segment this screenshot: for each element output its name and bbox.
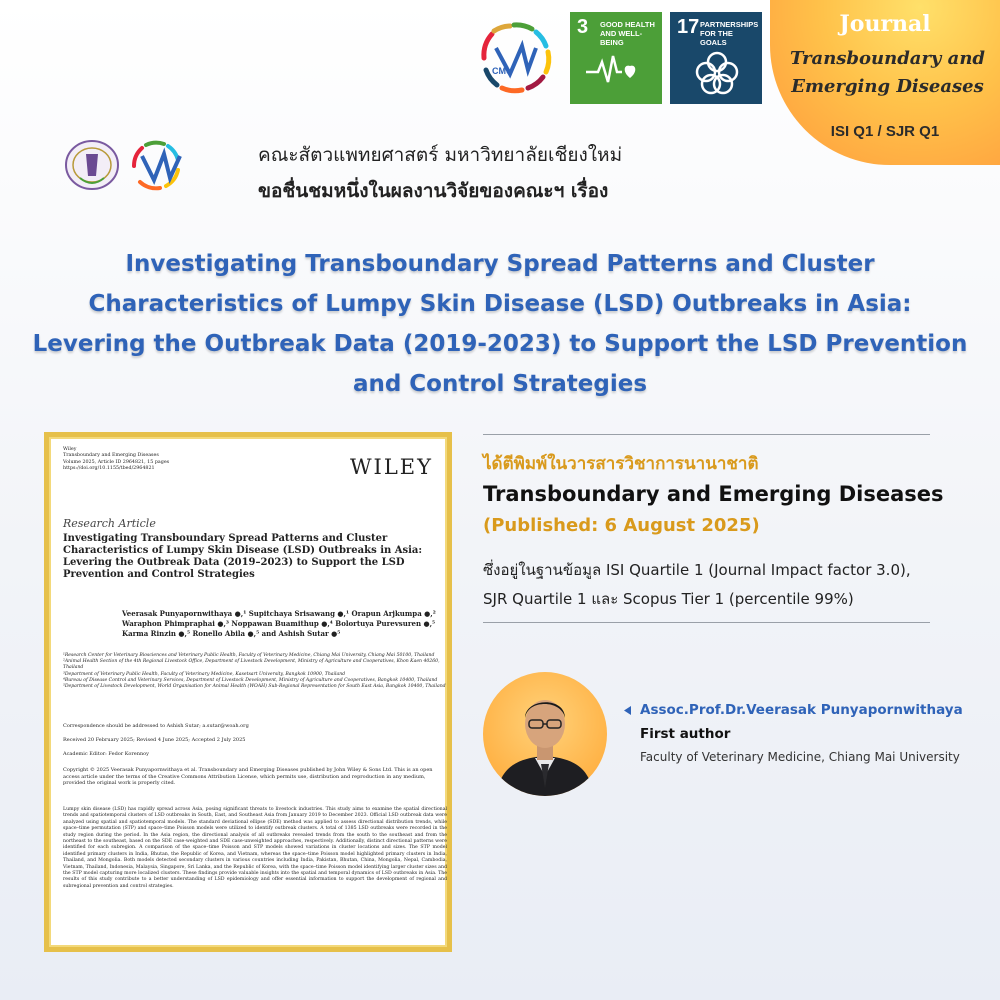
paper-editor: Academic Editor: Fedor Korennoy <box>63 751 149 757</box>
author-name: Assoc.Prof.Dr.Veerasak Punyapornwithaya <box>640 702 963 718</box>
faculty-congrats: ขอชื่นชมหนึ่งในผลงานวิจัยของคณะฯ เรื่อง <box>258 180 609 202</box>
sdg17-icon <box>670 12 762 104</box>
sdg17-number: 17 <box>677 16 700 38</box>
partnership-icon <box>686 50 748 96</box>
indexing-line-2: SJR Quartile 1 และ Scopus Tier 1 (percentile 99%) <box>483 590 854 608</box>
divider-bottom <box>483 622 930 623</box>
paper-thumbnail <box>44 432 452 952</box>
paper-article-type: Research Article <box>63 517 156 530</box>
author-role: First author <box>640 726 731 742</box>
badge-journal-label: Journal <box>839 11 931 37</box>
paper-correspondence: Correspondence should be addressed to Ashish Sutar; a.sutar@woah.org <box>63 723 249 729</box>
paper-journal-meta: Wiley Transboundary and Emerging Diseases Volume 2025, Article ID 2964821, 15 pages https://doi.org/10.1155/tbed/2964821 <box>63 447 170 472</box>
published-date: (Published: 6 August 2025) <box>483 515 760 536</box>
faculty-name: คณะสัตวแพทยศาสตร์ มหาวิทยาลัยเชียงใหม่ <box>258 144 623 166</box>
triangle-marker-icon <box>624 706 632 715</box>
paper-affiliations: ¹Research Center for Veterinary Biosciences and Veterinary Public Health, Faculty of Veterinary Medicine, Chiang Mai University, Chiang Mai 50100, Thailand ²Animal Health Section of the 4th Regional Livestock Office, Department of Livestock Development, Ministry of Agriculture and Cooperatives, Khon Kaen 40260, Thailand ³Department of Veterinary Public Health, Faculty of Veterinary Medicine, Kasetsart University, Bangkok 10900, Thailand ⁴Bureau of Disease Control and Veterinary Services, Department of Livestock Development, Ministry of Agriculture and Cooperatives, Bangkok 10400, Thailand ⁵Department of Livestock Development, World Organisation for Animal Health (WOAH) Sub-Regional Representation for South East Asia, Bangkok 10400, Thailand <box>63 653 446 690</box>
author-photo <box>483 672 607 796</box>
paper-authors: Veerasak Punyapornwithaya ●,¹ Supitchaya Srisawang ●,¹ Orapun Arjkumpa ●,² Waraphon Phimpraphai ●,³ Noppawan Buamithup ●,⁴ Bolortuya Purevsuren ●,⁵ Karma Rinzin ●,⁵ Ronello Abila ●,⁵ and Ashish Sutar ●⁵ <box>122 609 436 638</box>
paper-copyright: Copyright © 2025 Veerasak Punyapornwithaya et al. Transboundary and Emerging Diseases published by John Wiley & Sons Ltd. This is an open access article under the terms of the Creative Commons Attribution License, which permits use, distribution and reproduction in any medium, provided the original work is properly cited. <box>63 767 433 786</box>
badge-ranking: ISI Q1 / SJR Q1 <box>830 123 940 140</box>
sdg3-icon <box>570 12 662 104</box>
sdg17-text: PARTNERSHIPS FOR THE GOALS <box>700 20 759 47</box>
vm-logo-text: CMU <box>492 66 513 76</box>
publication-indexing <box>483 556 973 614</box>
page-title: Investigating Transboundary Spread Patterns and Cluster Characteristics of Lumpy Skin Disease (LSD) Outbreaks in Asia: Levering the Outbreak Data (2019-2023) to Support the LSD Prevention and Control Strategies <box>32 251 968 397</box>
vm-logo <box>470 12 562 104</box>
heartbeat-icon <box>586 50 648 90</box>
published-journal: Transboundary and Emerging Diseases <box>483 482 944 506</box>
sdg3-text: GOOD HEALTH AND WELL-BEING <box>600 20 655 47</box>
author-affiliation: Faculty of Veterinary Medicine, Chiang Mai University <box>640 750 960 764</box>
journal-badge <box>770 0 1000 165</box>
published-label: ได้ตีพิมพ์ในวารสารวิชาการนานาชาติ <box>483 454 759 474</box>
faculty-logo <box>62 134 154 196</box>
paper-received: Received 20 February 2025; Revised 4 June 2025; Accepted 2 July 2025 <box>63 737 246 743</box>
paper-title: Investigating Transboundary Spread Patterns and Cluster Characteristics of Lumpy Skin Disease (LSD) Outbreaks in Asia: Levering the Outbreak Data (2019–2023) to Support the LSD Prevention and Control Strategies <box>63 533 423 580</box>
sdg3-number: 3 <box>577 16 589 38</box>
indexing-line-1: ซึ่งอยู่ในฐานข้อมูล ISI Quartile 1 (Journal Impact factor 3.0), <box>483 561 911 579</box>
divider-top <box>483 434 930 435</box>
badge-journal-title: Transboundary and Emerging Diseases <box>789 48 985 97</box>
paper-publisher-logo: WILEY <box>349 455 433 479</box>
paper-abstract: Lumpy skin disease (LSD) has rapidly spread across Asia, posing significant threats to livestock industries. This study aims to examine the spatial directional trends and spatiotemporal clusters of LSD outbreaks in South, East, and Southeast Asia from January 2019 to December 2023. Official LSD outbreak data were analyzed using spatial and spatiotemporal models. The standard deviational ellipse (SDE) method was applied to assess directional distribution trends, while space–time permutation (STP) and space–time Poisson models were utilized to identify outbreak clusters. A total of 1385 LSD outbreaks were recorded in the study region during the period. In the Asia region, the directional analysis of all outbreaks revealed trends from the south to the southeast and from the northeast to the southeast, based on the SDE case-weighted and SDE case-unweighted approaches, respectively. Additionally, distinct directional patterns were identified for each subregion. A comparison of the space–time Poisson and STP models showed variations in cluster locations and sizes. The STP model identified primary clusters in India, Bhutan, the Republic of Korea, and Vietnam, whereas the space–time Poisson model highlighted primary clusters in India, Thailand, and Mongolia. Both models detected secondary clusters in various countries including India, Pakistan, Bhutan, China, Mongolia, Nepal, Cambodia, Vietnam, Thailand, Indonesia, Malaysia, Singapore, Sri Lanka, and the Republic of Korea, with the space–time Poisson model identifying larger cluster sizes and the STP model capturing more localized clusters. These findings provide valuable insights into the spatial and temporal dynamics of LSD outbreaks in Asia. The results of this study contribute to a better understanding of LSD epidemiology and offer essential information to support the development of regional and subregional prevention and control strategies. <box>63 807 447 889</box>
